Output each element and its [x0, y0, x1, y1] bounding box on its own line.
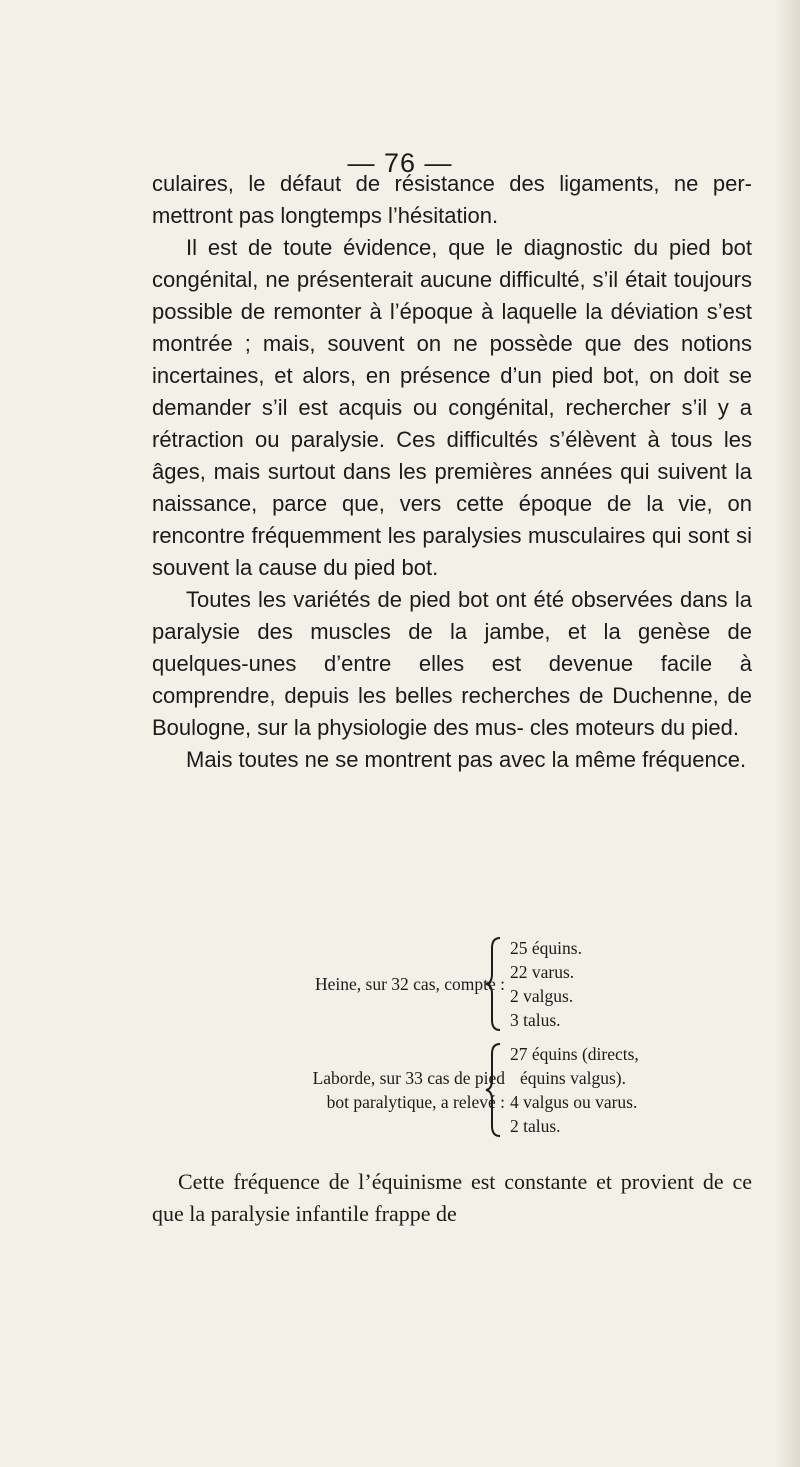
stat-item: 4 valgus ou varus.: [510, 1092, 638, 1112]
stat-item: équins valgus).: [520, 1068, 626, 1088]
paragraph-frequency: Mais toutes ne se montrent pas avec la même fréquence.: [186, 747, 747, 772]
page-edge-shadow: [776, 0, 800, 1467]
laborde-statistics: [152, 1042, 752, 1138]
brace-icon: [484, 936, 504, 1032]
paragraph-varieties: Toutes les variétés de pied bot ont été observées dans la paralysie des muscles de la jambe, et la genèse de quelques-unes d’entre elles est devenue facile à comprendre, depuis les belles recherches de Duchenne, de Boulogne, sur la physiologie des mus- cles moteurs du pied.: [152, 587, 752, 740]
stat-item: 2 valgus.: [510, 986, 574, 1006]
stat-item: 3 talus.: [510, 1010, 561, 1030]
stat-item: 25 équins.: [510, 938, 582, 958]
brace-icon: [484, 1042, 504, 1138]
body-text: [152, 168, 752, 776]
stat-item: 27 équins (directs,: [510, 1044, 639, 1064]
laborde-source-line: Laborde, sur 33 cas de pied: [312, 1068, 505, 1088]
paragraph-continuation: culaires, le défaut de résistance des ligaments, ne per- mettront pas longtemps l’hésitation.: [152, 171, 752, 228]
laborde-source-line: bot paralytique, a relevé :: [326, 1092, 505, 1112]
heine-source: Heine, sur 32 cas, compte :: [314, 974, 505, 994]
heine-statistics: [152, 936, 752, 1032]
laborde-source: [313, 1066, 505, 1114]
stat-item: 22 varus.: [510, 962, 575, 982]
page-number: — 76 —: [347, 148, 453, 178]
stat-item: 2 talus.: [510, 1116, 561, 1136]
paragraph-equinism: Cette fréquence de l’équinisme est constante et provient de ce que la paralysie infantile frappe de: [152, 1169, 752, 1226]
heine-items: [510, 936, 582, 1032]
laborde-items: [510, 1042, 639, 1138]
conclusion-text: [152, 1166, 752, 1230]
paragraph-diagnostic: Il est de toute évidence, que le diagnostic du pied bot congénital, ne présenterait aucune difficulté, s’il était toujours possible de remonter à l’époque à laquelle la déviation s’est montrée ; mais, souvent on ne possède que des notions incertaines, et alors, en présence d’un pied bot, on doit se demander s’il est acquis ou congénital, rechercher s’il y a rétraction ou paralysie. Ces difficultés s’élèvent à tous les âges, mais surtout dans les premières années qui suivent la naissance, parce que, vers cette époque de la vie, on rencontre fréquemment les paralysies musculaires qui sont si souvent la cause du pied bot.: [152, 235, 752, 580]
